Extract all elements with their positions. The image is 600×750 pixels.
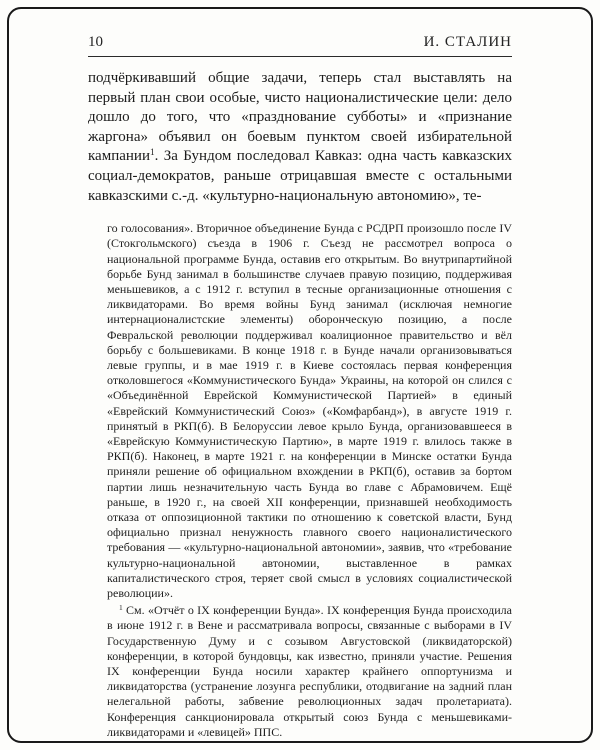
- main-text-after-ref: . За Бундом последовал Кавказ: одна часть кавказских социал-демократов, раньше отрицавшая вместе с остальными кавказскими с.-д. «культурно-национальную автономию», те-: [88, 148, 512, 204]
- footnotes-section: [107, 221, 512, 740]
- footnote-continuation: го голосования». Вторичное объединение Бунда с РСДРП произошло после IV (Стокгольмского) съезда в 1906 г. Съезд не рассмотрел вопроса о национальной программе Бунда, оставив его открытым. Во внутрипартийной борьбе Бунд занимал в большинстве случаев правую позицию, поддерживая меньшевиков, а с 1912 г. вступил в тесные организационные отношения с ликвидаторами. Во время войны Бунд занимал (исключая немногие интернационалистские элементы) оборонческую позицию, а после Февральской революции поддерживал коалиционное правительство и вёл борьбу с большевиками. В конце 1918 г. в Бунде начали организовываться левые группы, и в мае 1919 г. в Киеве состоялась первая конференция отколовшегося «Коммунистического Бунда» Украины, на которой он слился с «Объединённой Еврейской Коммунистической Партией» в единый «Еврейский Коммунистический Союз» («Комфарбанд»), в августе 1919 г. принятый в РКП(б). В Белоруссии левое крыло Бунда, организовавшееся в «Еврейскую Коммунистическую Партию», в марте 1919 г. влилось также в РКП(б). Наконец, в марте 1921 г. на конференции в Минске остатки Бунда приняли решение об официальном вхождении в РКП(б), оставив за бортом партии лишь незначительную часть Бунда во главе с Абрамовичем. Ещё раньше, в 1920 г., на своей XII конференции, признавшей необходимость отказа от оппозиционной тактики по отношению к советской власти, Бунд официально признал ненужность главного своего националистического требования — «культурно-национальной автономии», заявив, что «требование культурно-национальной автономии, выставленное в рамках капиталистического строя, теряет свой смысл в условиях социалистической революции».: [107, 221, 512, 601]
- main-text-before-ref: подчёркивавший общие задачи, теперь стал выставлять на первый план свои особые, чисто националистические цели: дело дошло до того, что «празднование субботы» и «признание жаргона» объявил он боевым пунктом своей избирательной кампании: [88, 70, 512, 165]
- page-header: [88, 34, 512, 51]
- header-rule: [88, 56, 512, 57]
- page-content: [88, 34, 512, 740]
- main-paragraph: [88, 69, 512, 206]
- footnote-1-text: См. «Отчёт о IX конференции Бунда». IX конференция Бунда происходила в июне 1912 г. в Вене и рассматривала вопросы, связанные с выборами в IV Государственную Думу и с созывом Августовской (ликвидаторской) конференции, в которой бундовцы, как известно, приняли участие. Решения IX конференции Бунда носили характер крайнего оппортунизма и ликвидаторства (устранение лозунга республики, отодвигание на задний план нелегальной работы, забвение революционных задач пролетариата). Конференция санкционировала открытый союз Бунда с меньшевиками-ликвидаторами и «левицей» ППС.: [107, 603, 512, 739]
- page-number: 10: [88, 34, 103, 50]
- footnote-reference: 1: [149, 148, 155, 159]
- footnote-1: [107, 603, 512, 740]
- running-title: И. СТАЛИН: [423, 34, 512, 50]
- footnote-1-marker: 1: [119, 603, 123, 613]
